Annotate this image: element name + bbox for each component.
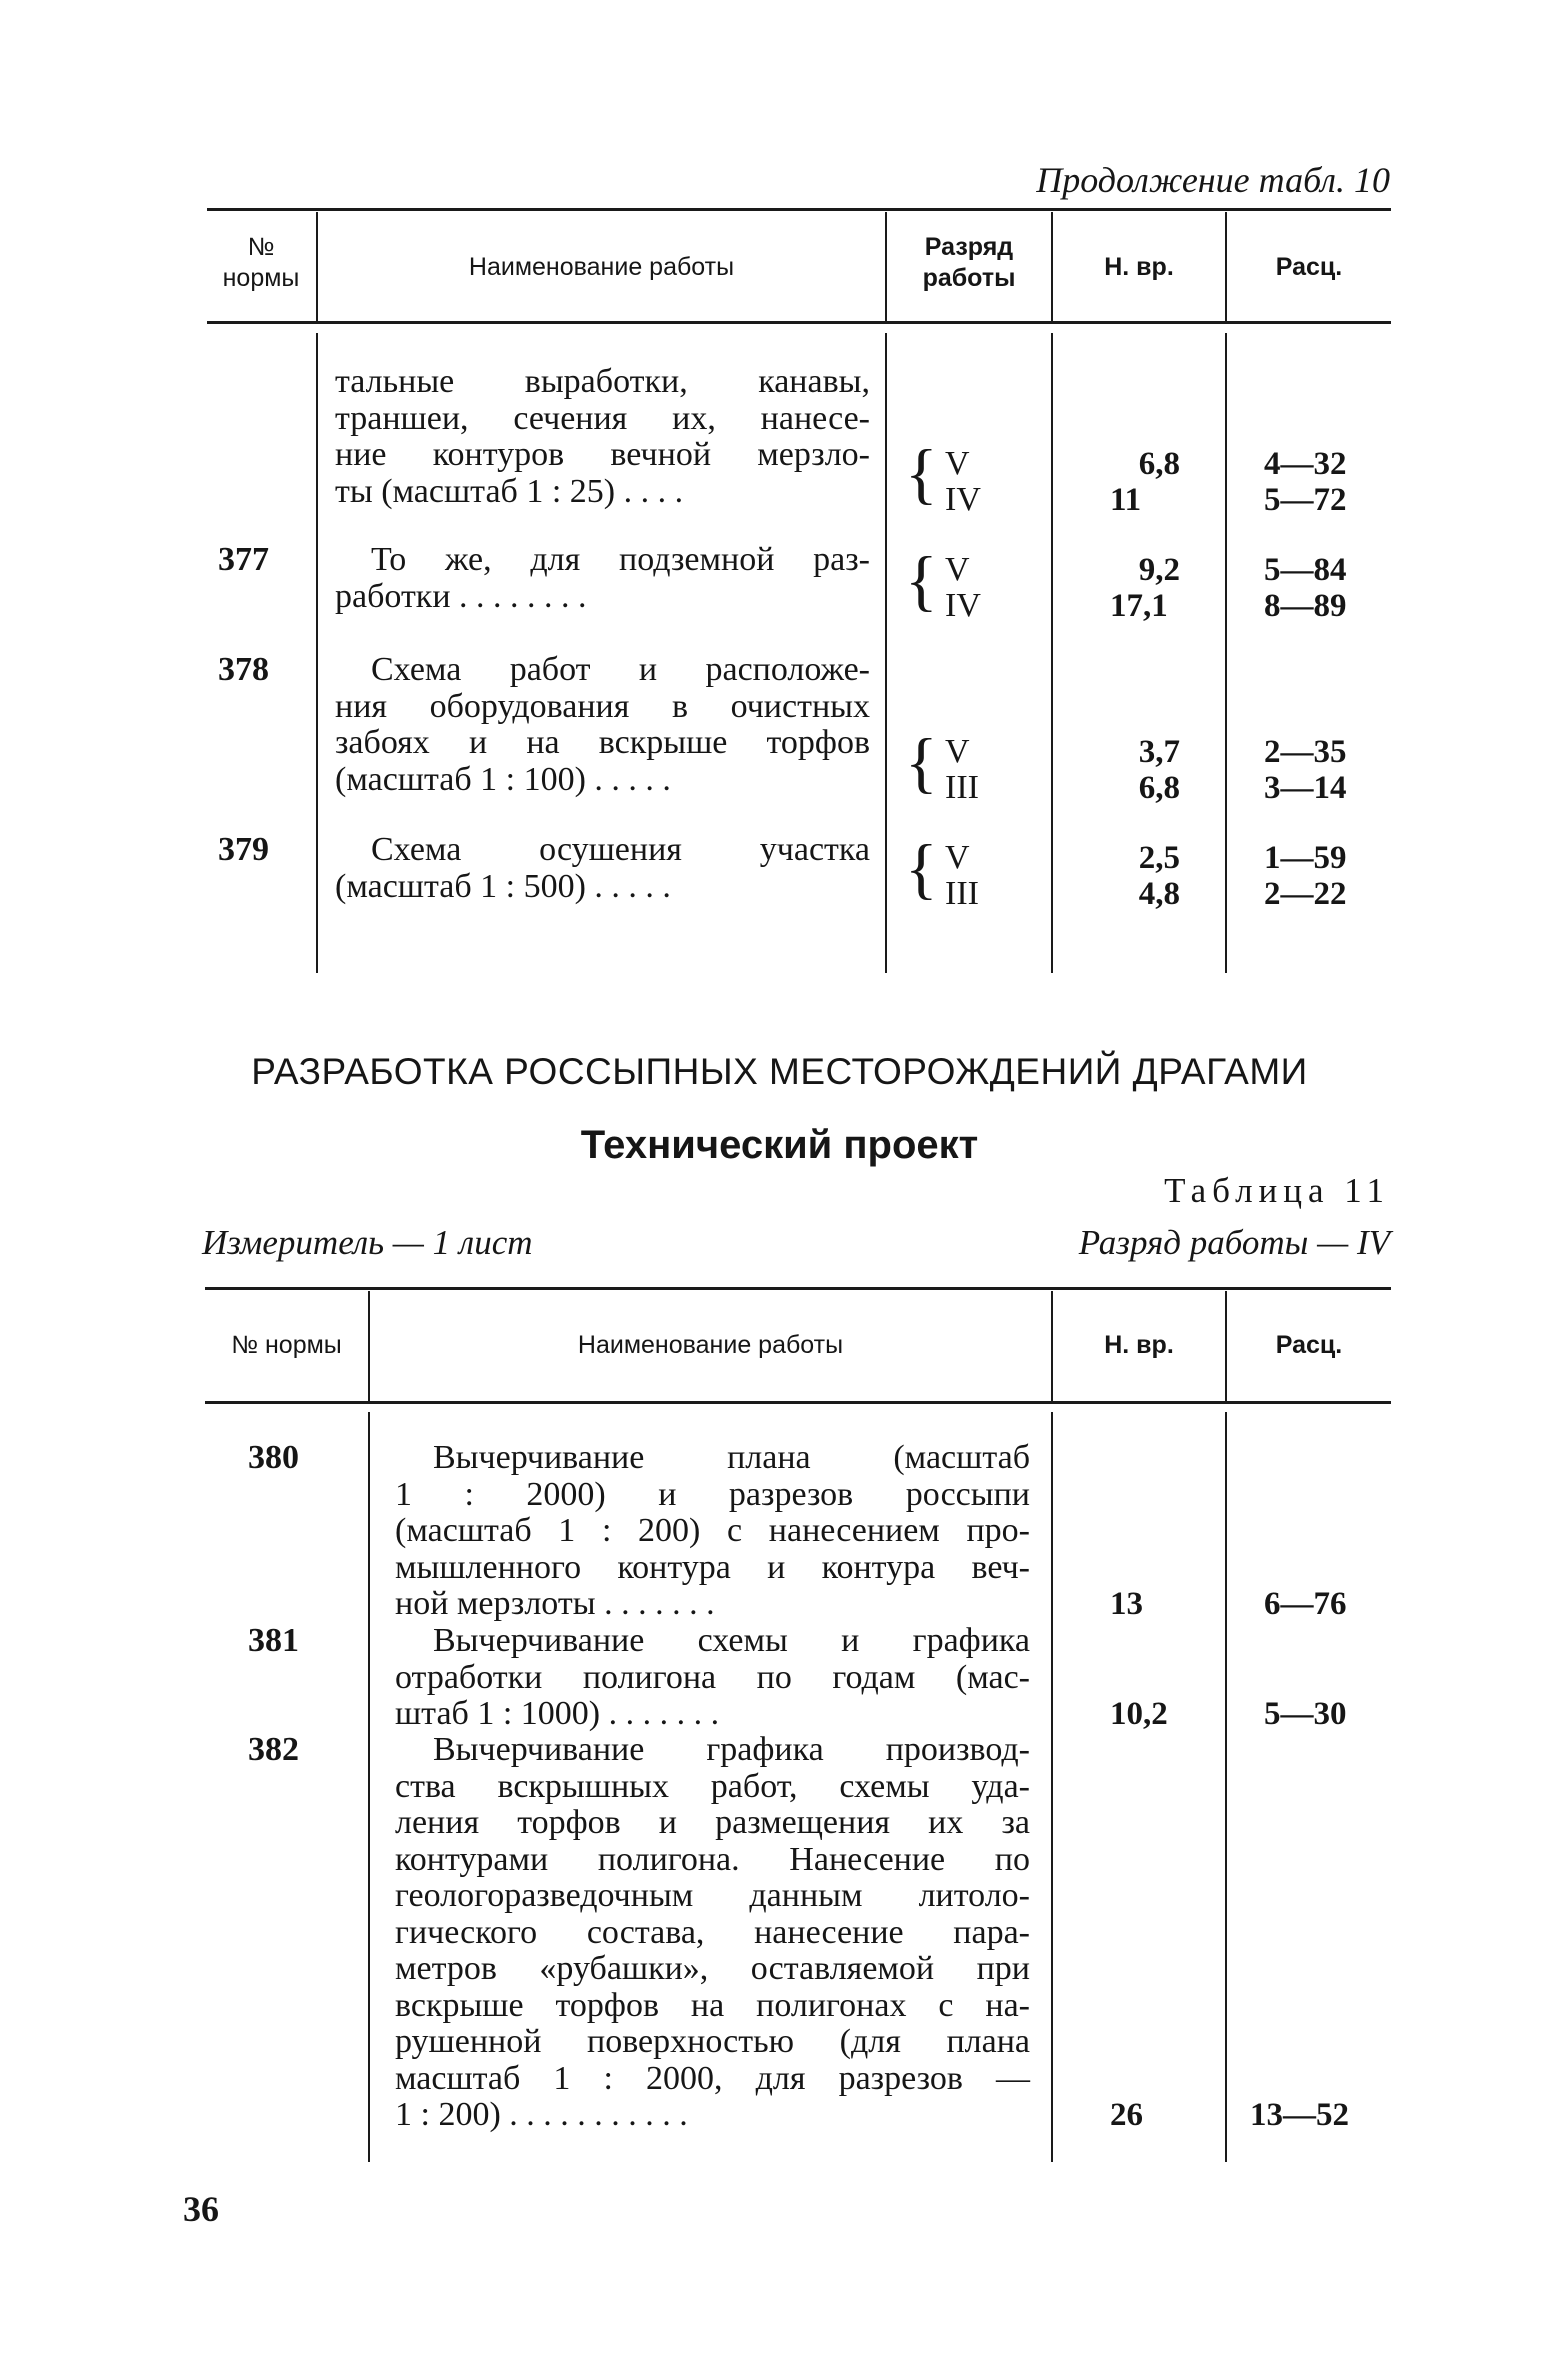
header-no: № нормы xyxy=(231,1331,342,1359)
time-value: 11 xyxy=(1110,482,1142,518)
header-grade: Разряд работы xyxy=(922,233,1016,292)
rule xyxy=(368,1412,370,2162)
rate-value: 6—76 xyxy=(1264,1586,1347,1622)
row-description: тальные выработки, канавы, траншеи, сечения их, нанесе- ние контуров вечной мерзло- ты (масштаб 1 : 25) . . . . xyxy=(335,363,870,510)
header-name: Наименование работы xyxy=(577,1331,844,1359)
rule xyxy=(1051,333,1053,973)
rate-value: 8—89 xyxy=(1264,588,1347,624)
table-label: Таблица 11 xyxy=(1164,1171,1390,1210)
page-number: 36 xyxy=(183,2189,219,2229)
brace: { xyxy=(905,724,938,800)
measure-label: Измеритель — 1 лист xyxy=(202,1223,533,1262)
row-description: Схема осушения участка (масштаб 1 : 500) . . . . . xyxy=(335,831,870,905)
grade-label: Разряд работы — IV xyxy=(1078,1223,1390,1262)
time-value: 10,2 xyxy=(1110,1696,1168,1732)
rule xyxy=(207,321,1391,324)
norm-number: 379 xyxy=(218,831,269,868)
rule xyxy=(316,333,318,973)
norm-number: 382 xyxy=(248,1731,299,1768)
continuation-label: Продолжение табл. 10 xyxy=(1036,160,1390,200)
grade-value: IV xyxy=(945,481,981,518)
row-description: Вычерчивание плана (масштаб 1 : 2000) и разрезов россыпи (масштаб 1 : 200) с нанесением про- мышленного контура и контура веч- ной мерзлоты . . . . . . . xyxy=(395,1439,1030,1622)
brace: { xyxy=(905,542,938,618)
rule xyxy=(1225,1412,1227,2162)
row-description: Схема работ и расположе- ния оборудования в очистных забоях и на вскрыше торфов (масштаб 1 : 100) . . . . . xyxy=(335,651,870,798)
norm-number: 381 xyxy=(248,1622,299,1659)
grade-value: III xyxy=(945,875,979,912)
header-no: № нормы xyxy=(222,233,300,292)
row-description: Вычерчивание схемы и графика отработки полигона по годам (мас- штаб 1 : 1000) . . . . . . . xyxy=(395,1622,1030,1732)
rate-value: 3—14 xyxy=(1264,770,1347,806)
time-value: 13 xyxy=(1110,1586,1143,1622)
rule xyxy=(207,208,1391,211)
rule xyxy=(885,333,887,973)
norm-number: 378 xyxy=(218,651,269,688)
rate-value: 2—35 xyxy=(1264,734,1347,770)
grade-value: IV xyxy=(945,587,981,624)
grade-value: III xyxy=(945,769,979,806)
time-value: 4,8 xyxy=(1138,876,1180,912)
brace: { xyxy=(905,435,938,511)
time-value: 26 xyxy=(1110,2097,1143,2133)
rate-value: 5—30 xyxy=(1264,1696,1347,1732)
header-time: Н. вр. xyxy=(1104,253,1174,281)
brace: { xyxy=(905,830,938,906)
header-time: Н. вр. xyxy=(1104,1331,1174,1359)
rule xyxy=(1051,1412,1053,2162)
row-description: То же, для подземной раз- работки . . . . . . . . xyxy=(335,541,870,615)
norm-number: 377 xyxy=(218,541,269,578)
time-value: 6,8 xyxy=(1138,446,1180,482)
section-title: РАЗРАБОТКА РОССЫПНЫХ МЕСТОРОЖДЕНИЙ ДРАГАМИ xyxy=(251,1051,1308,1092)
header-rate: Расц. xyxy=(1275,253,1343,281)
rate-value: 2—22 xyxy=(1264,876,1347,912)
rate-value: 13—52 xyxy=(1250,2097,1349,2133)
rate-value: 5—84 xyxy=(1264,552,1347,588)
time-value: 6,8 xyxy=(1138,770,1180,806)
subtitle: Технический проект xyxy=(580,1123,979,1167)
time-value: 2,5 xyxy=(1138,840,1180,876)
grade-value: V xyxy=(945,445,970,482)
rate-value: 4—32 xyxy=(1264,446,1347,482)
time-value: 9,2 xyxy=(1138,552,1180,588)
rule xyxy=(205,1401,1391,1404)
row-description: Вычерчивание графика производ- ства вскрышных работ, схемы уда- ления торфов и размещения их за контурами полигона. Нанесение по геологоразведочным данным литоло- гического состава, нанесение пара- метров «рубашки», оставляемой при вскрыше торфов на полигонах с на- рушенной поверхностью (для плана масштаб 1 : 2000, для разрезов — 1 : 200) . . . . . . . . . . . xyxy=(395,1731,1030,2133)
rate-value: 5—72 xyxy=(1264,482,1347,518)
rate-value: 1—59 xyxy=(1264,840,1347,876)
grade-value: V xyxy=(945,733,970,770)
rule xyxy=(1225,333,1227,973)
time-value: 17,1 xyxy=(1110,588,1168,624)
rule xyxy=(205,1287,1391,1290)
time-value: 3,7 xyxy=(1138,734,1180,770)
header-rate: Расц. xyxy=(1275,1331,1343,1359)
grade-value: V xyxy=(945,551,970,588)
header-name: Наименование работы xyxy=(468,253,735,281)
norm-number: 380 xyxy=(248,1439,299,1476)
grade-value: V xyxy=(945,839,970,876)
